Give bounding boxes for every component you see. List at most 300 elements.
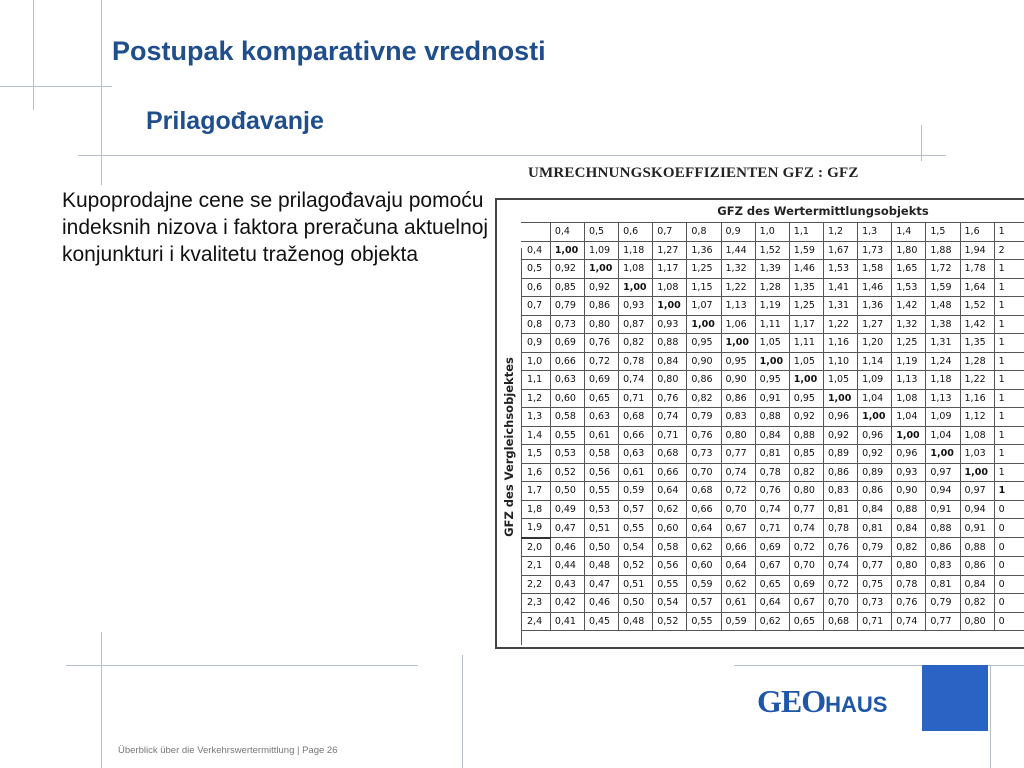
- table-cell: 0,77: [926, 612, 960, 631]
- row-header: 1,2: [521, 389, 550, 408]
- table-cell: 1,67: [823, 241, 857, 260]
- table-cell: 0,49: [550, 500, 584, 519]
- table-cell: 1,07: [687, 297, 721, 316]
- deco-hline-header: [78, 155, 946, 156]
- logo-text-geo: GEO: [757, 683, 826, 719]
- row-header: 1,3: [521, 408, 550, 427]
- table-cell: 0,74: [653, 408, 687, 427]
- table-cell: 1: [994, 371, 1024, 390]
- table-cell: 1,00: [619, 278, 653, 297]
- table-cell: 0,83: [926, 557, 960, 576]
- table-cell: 0,48: [619, 612, 653, 631]
- table-cell: 1,65: [892, 260, 926, 279]
- table-cell: 0,82: [892, 538, 926, 557]
- table-cell: 1: [994, 445, 1024, 464]
- table-cell: 1,80: [892, 241, 926, 260]
- table-cell: 0,44: [550, 557, 584, 576]
- table-cell: 0,81: [926, 575, 960, 594]
- deco-hline-bottom: [66, 665, 418, 666]
- table-cell: 0,42: [550, 594, 584, 613]
- table-cell: 0,60: [687, 557, 721, 576]
- column-group-label: GFZ des Wertermittlungsobjekts: [717, 204, 929, 218]
- table-cell: 1,13: [721, 297, 755, 316]
- table-row: [521, 519, 1024, 538]
- table-cell: 0,78: [892, 575, 926, 594]
- table-cell: 0,45: [584, 612, 618, 631]
- table-cell: 1,05: [823, 371, 857, 390]
- table-cell: 1: [994, 297, 1024, 316]
- table-cell: 0,88: [755, 408, 789, 427]
- table-row: [521, 334, 1024, 353]
- table-cell: 0,65: [755, 575, 789, 594]
- table-cell: 0,43: [550, 575, 584, 594]
- table-cell: 0,95: [687, 334, 721, 353]
- table-row: [521, 612, 1024, 631]
- table-cell: 0,66: [687, 500, 721, 519]
- table-cell: 0,74: [892, 612, 926, 631]
- table-cell: 0,86: [584, 297, 618, 316]
- table-cell: 1,59: [789, 241, 823, 260]
- table-row: [521, 575, 1024, 594]
- table-cell: 0,76: [892, 594, 926, 613]
- table-cell: 0,96: [823, 408, 857, 427]
- table-cell: 0,50: [584, 538, 618, 557]
- table-cell: 1,25: [892, 334, 926, 353]
- table-cell: 0,78: [755, 463, 789, 482]
- table-cell: 0,80: [960, 612, 994, 631]
- table-cell: 0,79: [858, 538, 892, 557]
- table-cell: 0,56: [584, 463, 618, 482]
- table-cell: 0,95: [789, 389, 823, 408]
- table-cell: 1,38: [926, 315, 960, 334]
- table-cell: 0,55: [653, 575, 687, 594]
- column-header: 1,1: [789, 223, 823, 242]
- table-cell: 1: [994, 426, 1024, 445]
- table-cell: 1: [994, 260, 1024, 279]
- table-cell: 0,55: [550, 426, 584, 445]
- table-cell: 1,09: [584, 241, 618, 260]
- table-cell: 0,82: [619, 334, 653, 353]
- table-cell: 0,64: [653, 482, 687, 501]
- table-cell: 1,17: [653, 260, 687, 279]
- table-cell: 1,10: [823, 352, 857, 371]
- table-cell: 0,63: [550, 371, 584, 390]
- table-cell: 0,97: [960, 482, 994, 501]
- table-row: [521, 426, 1024, 445]
- table-cell: 1,22: [823, 315, 857, 334]
- table-cell: 0,76: [687, 426, 721, 445]
- table-cell: 1,41: [823, 278, 857, 297]
- row-group-label: GFZ des Vergleichsobjektes: [502, 356, 516, 537]
- table-cell: 0,64: [721, 557, 755, 576]
- table-cell: 0,63: [619, 445, 653, 464]
- table-row: [521, 352, 1024, 371]
- header-row: [521, 223, 1024, 242]
- table-cell: 0,94: [926, 482, 960, 501]
- table-cell: 1,00: [550, 241, 584, 260]
- table-cell: 0,88: [926, 519, 960, 538]
- table-cell: 0,74: [619, 371, 653, 390]
- table-cell: 2: [994, 241, 1024, 260]
- table-cell: 1,32: [892, 315, 926, 334]
- table-cell: 0,86: [687, 371, 721, 390]
- table-cell: 0,86: [960, 557, 994, 576]
- table-cell: 1,08: [653, 278, 687, 297]
- table-cell: 1,00: [721, 334, 755, 353]
- row-header: 0,8: [521, 315, 550, 334]
- table-cell: 0,59: [687, 575, 721, 594]
- table-cell: 1,31: [823, 297, 857, 316]
- table-cell: 0,61: [619, 463, 653, 482]
- table-cell: 1,46: [858, 278, 892, 297]
- table-cell: 0,86: [926, 538, 960, 557]
- table-cell: 0,82: [960, 594, 994, 613]
- column-header: 0,4: [550, 223, 584, 242]
- table-cell: 1: [994, 352, 1024, 371]
- table-cell: 0,84: [653, 352, 687, 371]
- table-cell: 0: [994, 612, 1024, 631]
- table-cell: 1,00: [892, 426, 926, 445]
- table-cell: 0,55: [687, 612, 721, 631]
- table-cell: 1: [994, 408, 1024, 427]
- table-cell: 0,75: [858, 575, 892, 594]
- table-cell: 0,73: [858, 594, 892, 613]
- table-cell: 0,46: [584, 594, 618, 613]
- table-cell: 0,86: [823, 463, 857, 482]
- table-cell: 1,32: [721, 260, 755, 279]
- table-cell: 1,00: [687, 315, 721, 334]
- table-cell: 1,64: [960, 278, 994, 297]
- table-cell: 0,58: [584, 445, 618, 464]
- column-header: 1,3: [858, 223, 892, 242]
- table-cell: 0,83: [721, 408, 755, 427]
- deco-vline-bottom-mid: [462, 655, 463, 768]
- table-row: [521, 594, 1024, 613]
- table-cell: 0,76: [755, 482, 789, 501]
- table-cell: 0,74: [755, 500, 789, 519]
- table-cell: 1,00: [789, 371, 823, 390]
- table-cell: 0,67: [755, 557, 789, 576]
- row-header: 1,5: [521, 445, 550, 464]
- logo-text-haus: HAUS: [825, 692, 888, 717]
- table-cell: 0,92: [550, 260, 584, 279]
- geohaus-logo: [757, 683, 888, 719]
- table-row: [521, 278, 1024, 297]
- row-header: 0,4: [521, 241, 550, 260]
- column-header: 1,5: [926, 223, 960, 242]
- table-cell: 0,52: [653, 612, 687, 631]
- table-cell: 0,57: [619, 500, 653, 519]
- table-cell: 0: [994, 575, 1024, 594]
- row-header: 2,2: [521, 575, 550, 594]
- table-cell: 0,88: [789, 426, 823, 445]
- table-cell: 1,00: [755, 352, 789, 371]
- table-cell: 0,89: [858, 463, 892, 482]
- table-cell: 1,72: [926, 260, 960, 279]
- table-cell: 0,50: [550, 482, 584, 501]
- table-cell: 1,42: [892, 297, 926, 316]
- table-cell: 0,91: [755, 389, 789, 408]
- table-cell: 1,88: [926, 241, 960, 260]
- table-cell: 1,59: [926, 278, 960, 297]
- table-cell: 0,62: [653, 500, 687, 519]
- table-cell: 1,06: [721, 315, 755, 334]
- table-cell: 1,35: [960, 334, 994, 353]
- column-header: 0,5: [584, 223, 618, 242]
- table-cell: 0,95: [721, 352, 755, 371]
- logo-square: [922, 665, 988, 731]
- row-header: 0,9: [521, 334, 550, 353]
- row-group-label-box: [497, 248, 522, 645]
- column-header: 0,7: [653, 223, 687, 242]
- table-cell: 0,89: [823, 445, 857, 464]
- table-cell: 1,19: [755, 297, 789, 316]
- table-cell: 1,28: [755, 278, 789, 297]
- table-row: [521, 241, 1024, 260]
- table-row: [521, 315, 1024, 334]
- table-cell: 0,80: [584, 315, 618, 334]
- table-cell: 1,73: [858, 241, 892, 260]
- table-cell: 0,90: [892, 482, 926, 501]
- table-cell: 0,70: [687, 463, 721, 482]
- table-cell: 1,00: [823, 389, 857, 408]
- table-cell: 0,46: [550, 538, 584, 557]
- table-cell: 0,90: [721, 371, 755, 390]
- table-cell: 1,16: [960, 389, 994, 408]
- table-cell: 1,52: [755, 241, 789, 260]
- table-cell: 0,72: [823, 575, 857, 594]
- table-cell: 0,61: [721, 594, 755, 613]
- coefficient-grid: [521, 222, 1024, 631]
- column-header: 1: [994, 223, 1024, 242]
- table-cell: 0,50: [619, 594, 653, 613]
- table-cell: 0,92: [858, 445, 892, 464]
- table-cell: 0,48: [584, 557, 618, 576]
- table-cell: 0,69: [550, 334, 584, 353]
- table-cell: 1: [994, 463, 1024, 482]
- table-cell: 0,71: [619, 389, 653, 408]
- table-cell: 0,69: [584, 371, 618, 390]
- table-cell: 0,60: [550, 389, 584, 408]
- row-header: 0,6: [521, 278, 550, 297]
- table-cell: 0,90: [687, 352, 721, 371]
- table-cell: 0,83: [823, 482, 857, 501]
- table-cell: 0,96: [858, 426, 892, 445]
- table-cell: 0,93: [619, 297, 653, 316]
- row-header: 1,8: [521, 500, 550, 519]
- row-header: 1,6: [521, 463, 550, 482]
- table-cell: 1,04: [926, 426, 960, 445]
- table-cell: 0,58: [653, 538, 687, 557]
- table-cell: 1,53: [823, 260, 857, 279]
- table-cell: 0,66: [721, 538, 755, 557]
- column-header: 0,8: [687, 223, 721, 242]
- table-cell: 1,13: [926, 389, 960, 408]
- table-cell: 1,35: [789, 278, 823, 297]
- table-cell: 0,63: [584, 408, 618, 427]
- table-cell: 0,65: [584, 389, 618, 408]
- table-row: [521, 557, 1024, 576]
- table-cell: 1,05: [789, 352, 823, 371]
- row-header: 0,5: [521, 260, 550, 279]
- table-cell: 1,12: [960, 408, 994, 427]
- slide-title: Postupak komparativne vrednosti: [112, 36, 546, 66]
- table-cell: 1,03: [960, 445, 994, 464]
- table-cell: 1,08: [619, 260, 653, 279]
- table-cell: 0,84: [755, 426, 789, 445]
- table-cell: 0,76: [823, 538, 857, 557]
- table-cell: 0,74: [721, 463, 755, 482]
- table-cell: 0,95: [755, 371, 789, 390]
- table-cell: 1: [994, 278, 1024, 297]
- table-cell: 0,92: [789, 408, 823, 427]
- table-cell: 0,85: [789, 445, 823, 464]
- table-cell: 0,77: [789, 500, 823, 519]
- table-cell: 0,53: [550, 445, 584, 464]
- table-cell: 1,04: [858, 389, 892, 408]
- table-cell: 0,69: [789, 575, 823, 594]
- table-cell: 0,54: [653, 594, 687, 613]
- column-header: 1,6: [960, 223, 994, 242]
- table-cell: 0,72: [789, 538, 823, 557]
- table-cell: 0,51: [619, 575, 653, 594]
- table-cell: 0,71: [858, 612, 892, 631]
- table-cell: 0,84: [858, 500, 892, 519]
- table-cell: 0,82: [687, 389, 721, 408]
- table-cell: 1,09: [858, 371, 892, 390]
- table-cell: 0,71: [755, 519, 789, 538]
- table-cell: 1,46: [789, 260, 823, 279]
- column-header: 0,9: [721, 223, 755, 242]
- table-cell: 0,58: [550, 408, 584, 427]
- table-cell: 0,97: [926, 463, 960, 482]
- slide-subtitle: Prilagođavanje: [146, 107, 324, 135]
- table-cell: 0,86: [721, 389, 755, 408]
- column-header: 0,6: [619, 223, 653, 242]
- row-header: 2,0: [521, 538, 550, 557]
- table-cell: 1,19: [892, 352, 926, 371]
- corner-cell: [521, 223, 550, 242]
- table-cell: 0,74: [823, 557, 857, 576]
- table-cell: 0,76: [653, 389, 687, 408]
- table-cell: 0,68: [823, 612, 857, 631]
- table-cell: 0,80: [721, 426, 755, 445]
- table-cell: 1,00: [960, 463, 994, 482]
- table-caption: UMRECHNUNGSKOEFFIZIENTEN GFZ : GFZ: [528, 165, 859, 181]
- table-cell: 0,66: [653, 463, 687, 482]
- table-row: [521, 463, 1024, 482]
- table-cell: 0,87: [619, 315, 653, 334]
- table-row: [521, 260, 1024, 279]
- table-cell: 1,94: [960, 241, 994, 260]
- table-cell: 0: [994, 594, 1024, 613]
- table-cell: 1,25: [789, 297, 823, 316]
- table-cell: 0,82: [789, 463, 823, 482]
- table-cell: 1,36: [858, 297, 892, 316]
- table-cell: 0,73: [687, 445, 721, 464]
- table-cell: 1,22: [721, 278, 755, 297]
- table-cell: 0,80: [789, 482, 823, 501]
- table-cell: 0,81: [755, 445, 789, 464]
- table-cell: 1,16: [823, 334, 857, 353]
- table-cell: 0,81: [858, 519, 892, 538]
- table-cell: 1,25: [687, 260, 721, 279]
- table-cell: 1,11: [755, 315, 789, 334]
- table-cell: 0: [994, 500, 1024, 519]
- table-cell: 1,08: [960, 426, 994, 445]
- table-cell: 0,93: [892, 463, 926, 482]
- table-cell: 1: [994, 482, 1024, 501]
- table-cell: 0,59: [721, 612, 755, 631]
- table-cell: 0,53: [584, 500, 618, 519]
- table-cell: 0,88: [960, 538, 994, 557]
- table-cell: 1,09: [926, 408, 960, 427]
- table-row: [521, 408, 1024, 427]
- table-cell: 1,27: [858, 315, 892, 334]
- deco-hline-top: [0, 86, 112, 87]
- table-cell: 0,52: [550, 463, 584, 482]
- table-cell: 1,24: [926, 352, 960, 371]
- table-cell: 1,18: [926, 371, 960, 390]
- table-cell: 0: [994, 557, 1024, 576]
- table-cell: 1: [994, 334, 1024, 353]
- table-cell: 0,52: [619, 557, 653, 576]
- table-cell: 1,53: [892, 278, 926, 297]
- table-cell: 0,84: [960, 575, 994, 594]
- row-header: 0,7: [521, 297, 550, 316]
- table-cell: 1,14: [858, 352, 892, 371]
- table-cell: 0,65: [789, 612, 823, 631]
- table-cell: 0,91: [926, 500, 960, 519]
- column-header: 1,0: [755, 223, 789, 242]
- table-cell: 0,79: [687, 408, 721, 427]
- table-cell: 0,80: [892, 557, 926, 576]
- table-cell: 1,31: [926, 334, 960, 353]
- table-cell: 0,74: [789, 519, 823, 538]
- table-cell: 0,79: [550, 297, 584, 316]
- deco-vline-logo: [990, 665, 991, 768]
- table-cell: 0: [994, 538, 1024, 557]
- table-cell: 0,71: [653, 426, 687, 445]
- table-row: [521, 538, 1024, 557]
- table-cell: 0,94: [960, 500, 994, 519]
- row-header: 2,1: [521, 557, 550, 576]
- table-cell: 0,64: [755, 594, 789, 613]
- deco-vline-bottom-left: [101, 632, 102, 768]
- row-header: 2,3: [521, 594, 550, 613]
- table-cell: 0,70: [789, 557, 823, 576]
- conversion-table: [495, 198, 1024, 649]
- deco-vline-left: [33, 0, 34, 110]
- table-cell: 0,41: [550, 612, 584, 631]
- row-header: 2,4: [521, 612, 550, 631]
- table-row: [521, 389, 1024, 408]
- table-cell: 0,62: [721, 575, 755, 594]
- table-cell: 1,00: [584, 260, 618, 279]
- table-cell: 0,93: [653, 315, 687, 334]
- table-cell: 0,81: [823, 500, 857, 519]
- column-header: 1,2: [823, 223, 857, 242]
- table-cell: 0,54: [619, 538, 653, 557]
- table-cell: 0,70: [823, 594, 857, 613]
- table-cell: 0,77: [858, 557, 892, 576]
- table-cell: 0,67: [789, 594, 823, 613]
- table-cell: 0,84: [892, 519, 926, 538]
- table-cell: 1,00: [926, 445, 960, 464]
- table-cell: 0,51: [584, 519, 618, 538]
- table-cell: 1,39: [755, 260, 789, 279]
- table-cell: 0,92: [584, 278, 618, 297]
